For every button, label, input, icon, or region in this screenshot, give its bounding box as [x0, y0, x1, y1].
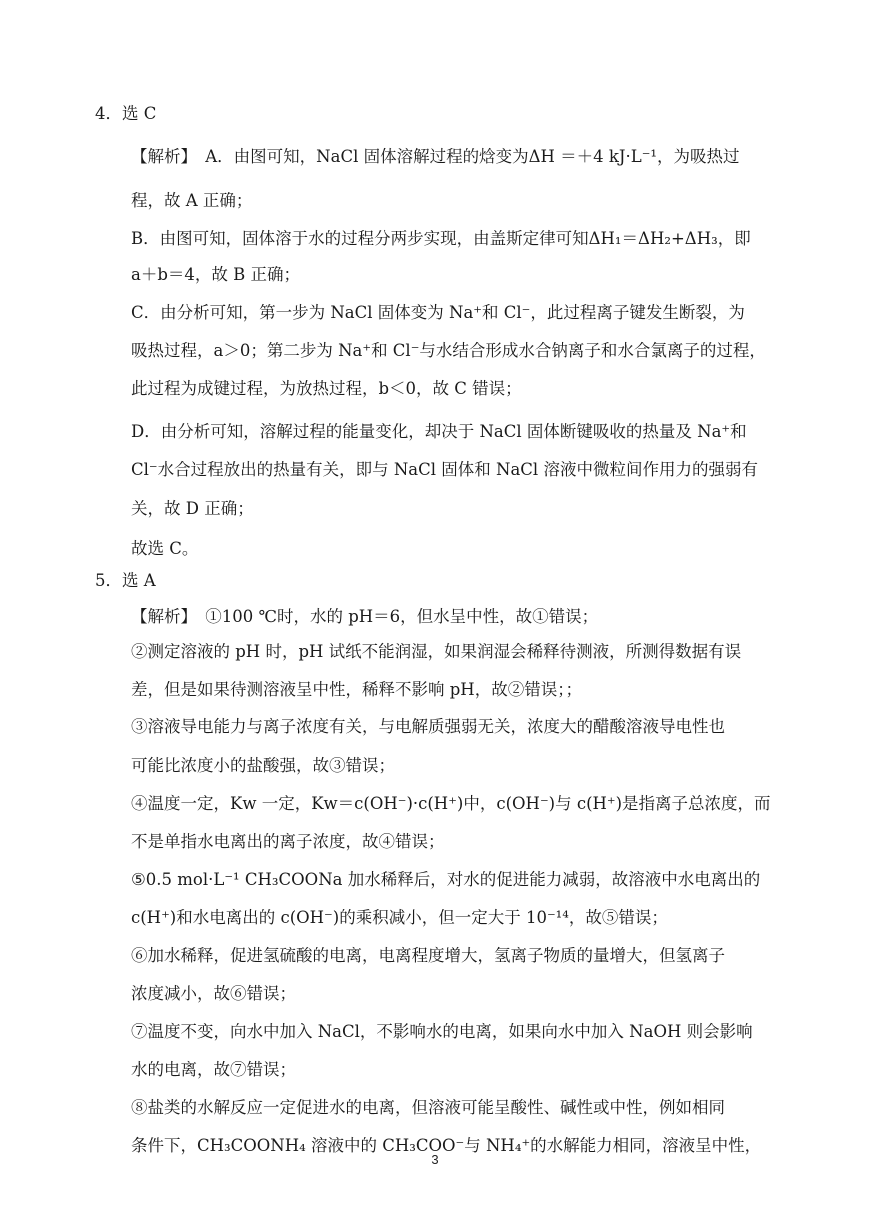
text-line: 条件下，CH₃COONH₄ 溶液中的 CH₃COO⁻与 NH₄⁺的水解能力相同，溶液呈中性，	[131, 1136, 762, 1155]
text-line: 【解析】 A．由图可知，NaCl 固体溶解过程的焓变为ΔH ＝＋4 kJ·L⁻¹，为吸热过	[131, 147, 740, 166]
text-line: 程，故 A 正确；	[131, 191, 253, 210]
text-line: 故选 C。	[131, 539, 199, 558]
text-line: 吸热过程，a＞0；第二步为 Na⁺和 Cl⁻与水结合形成水合钠离子和水合氯离子的过程，	[131, 341, 766, 360]
text-line: a＋b＝4，故 B 正确；	[131, 265, 301, 284]
text-line: 浓度减小，故⑥错误；	[131, 984, 296, 1003]
text-line: D．由分析可知，溶解过程的能量变化，却决于 NaCl 固体断键吸收的热量及 Na⁺和	[131, 422, 747, 441]
text-line: ⑥加水稀释，促进氢硫酸的电离，电离程度增大，氢离子物质的量增大，但氢离子	[131, 946, 725, 965]
text-line: 水的电离，故⑦错误；	[131, 1060, 296, 1079]
text-line: ⑧盐类的水解反应一定促进水的电离，但溶液可能呈酸性、碱性或中性，例如相同	[131, 1098, 725, 1117]
text-line: ④温度一定，Kw 一定，Kw＝c(OH⁻)·c(H⁺)中，c(OH⁻)与 c(H⁺)是指离子总浓度，而	[131, 794, 771, 813]
text-line: ②测定溶液的 pH 时，pH 试纸不能润湿，如果润湿会稀释待测液，所测得数据有误	[131, 642, 742, 661]
text-line: 【解析】 ①100 ℃时，水的 pH＝6，但水呈中性，故①错误；	[131, 607, 599, 626]
text-line: ⑦温度不变，向水中加入 NaCl，不影响水的电离，如果向水中加入 NaOH 则会影响	[131, 1022, 753, 1041]
text-line: ③溶液导电能力与离子浓度有关，与电解质强弱无关，浓度大的醋酸溶液导电性也	[131, 717, 725, 736]
text-line: 差，但是如果待测溶液呈中性，稀释不影响 pH，故②错误；；	[131, 680, 582, 699]
text-line: 不是单指水电离出的离子浓度，故④错误；	[131, 832, 445, 851]
text-line: 4．选 C	[95, 104, 157, 123]
text-line: 关，故 D 正确；	[131, 499, 254, 518]
text-line: c(H⁺)和水电离出的 c(OH⁻)的乘积减小，但一定大于 10⁻¹⁴，故⑤错误；	[131, 908, 668, 927]
text-line: 5．选 A	[95, 571, 156, 590]
text-line: 此过程为成键过程，为放热过程，b＜0，故 C 错误；	[131, 379, 522, 398]
text-line: 可能比浓度小的盐酸强，故③错误；	[131, 756, 395, 775]
text-line: ⑤0.5 mol·L⁻¹ CH₃COONa 加水稀释后，对水的促进能力减弱，故溶液中水电离出的	[131, 870, 761, 889]
page-number: 3	[431, 1152, 439, 1167]
text-line: C．由分析可知，第一步为 NaCl 固体变为 Na⁺和 Cl⁻，此过程离子键发生断裂，为	[131, 303, 745, 322]
text-line: B．由图可知，固体溶于水的过程分两步实现，由盖斯定律可知ΔH₁＝ΔH₂+ΔH₃，即	[131, 229, 751, 248]
text-line: Cl⁻水合过程放出的热量有关，即与 NaCl 固体和 NaCl 溶液中微粒间作用力的强弱有	[131, 460, 758, 479]
